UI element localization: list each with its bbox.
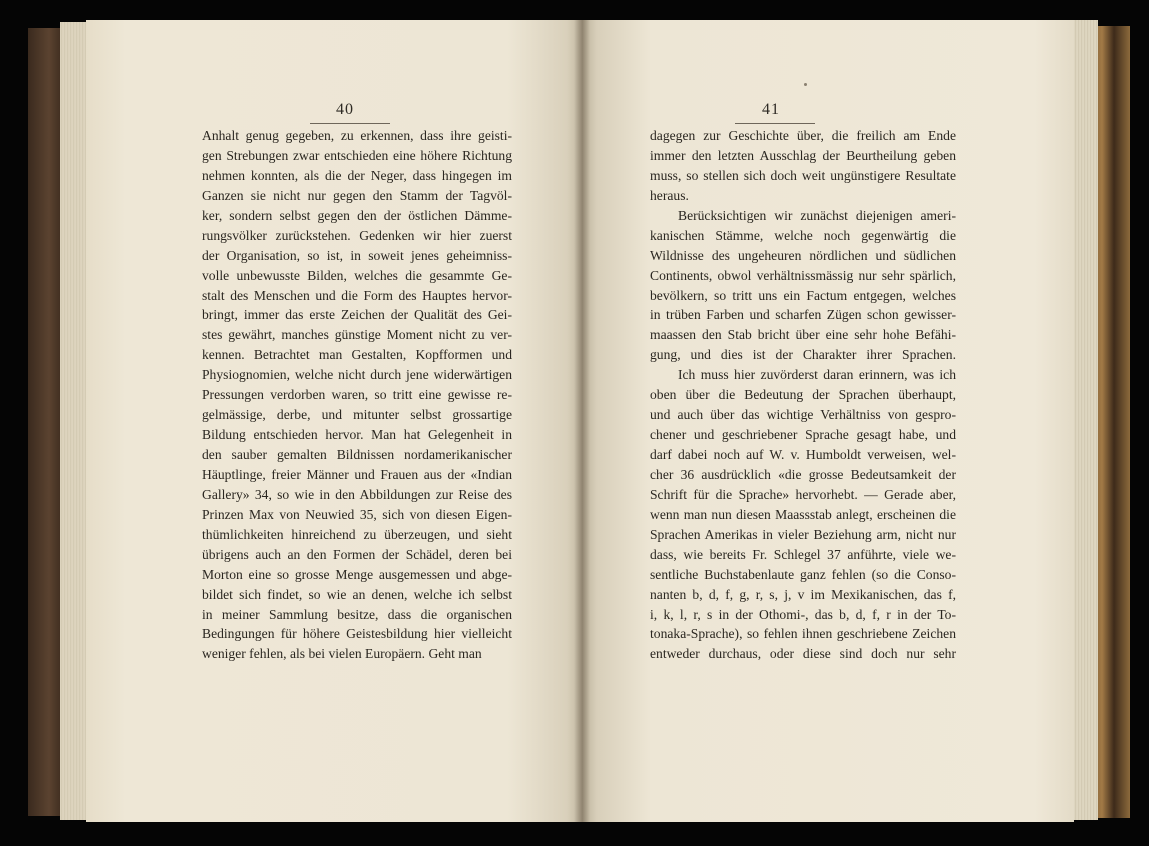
text-line: Pressungen verdorben waren, so tritt eine gewisse re- xyxy=(202,387,512,403)
left-page-text xyxy=(202,126,512,664)
text-line: Wildnisse des ungeheuren nördlichen und südlichen xyxy=(650,247,956,263)
text-line: der Organisation, so ist, in soweit jenes geheimniss- xyxy=(202,247,512,263)
text-line: stalt des Menschen und die Form des Hauptes hervor- xyxy=(202,287,512,303)
text-line: i, k, l, r, s in der Othomi-, das b, d, f, r in der To- xyxy=(650,606,956,622)
text-line: chener und geschriebener Sprache gesagt habe, und xyxy=(650,427,956,443)
text-line: Schrift für die Sprache» hervorhebt. — Gerade aber, xyxy=(650,486,956,502)
text-line: Gallery» 34, so wie in den Abbildungen zur Reise des xyxy=(202,486,512,502)
text-line: nehmen konnten, als die der Neger, dass hingegen im xyxy=(202,167,512,183)
text-line: dass, wie bereits Fr. Schlegel 37 anführte, viele we- xyxy=(650,546,956,562)
text-line: ker, sondern selbst gegen den der östlichen Dämme- xyxy=(202,207,512,223)
text-line: in trüben Farben und scharfen Zügen schon gewisser- xyxy=(650,307,956,323)
left-page-number-rule xyxy=(310,123,390,124)
book-gutter xyxy=(574,20,590,822)
text-line: weniger fehlen, als bei vielen Europäern. Geht man xyxy=(202,646,482,662)
text-line: kanischen Stämme, welche noch gegenwärtig die xyxy=(650,227,956,243)
text-line: Morton eine so grosse Menge ausgemessen und abge- xyxy=(202,566,512,582)
text-line: oben über die Bedeutung der Sprachen überhaupt, xyxy=(650,387,956,403)
text-line: tonaka-Sprache), so fehlen ihnen geschriebene Zeichen xyxy=(650,626,956,642)
text-line: gen Strebungen zwar entschieden eine höhere Richtung xyxy=(202,147,512,163)
text-line: cher 36 ausdrücklich «die grosse Bedeutsamkeit der xyxy=(650,466,956,482)
text-line: rungsvölker zurückstehen. Gedenken wir hier zuerst xyxy=(202,227,512,243)
text-line: dagegen zur Geschichte über, die freilich am Ende xyxy=(650,128,956,143)
text-line: bringt, immer das erste Zeichen der Qualität des Gei- xyxy=(202,307,512,323)
text-line: übrigens auch an den Formen der Schädel, deren bei xyxy=(202,546,512,562)
text-line: Sprachen Amerikas in vieler Beziehung arm, nicht nur xyxy=(650,526,956,542)
text-line: wenn man nun diesen Maassstab anlegt, erscheinen die xyxy=(650,506,956,522)
text-line: bevölkern, so tritt uns ein Factum entgegen, welches xyxy=(650,287,956,303)
text-line: darf dabei noch auf W. v. Humboldt verweisen, wel- xyxy=(650,447,956,462)
text-line: heraus. xyxy=(650,187,689,203)
text-line: muss, so stellen sich doch weit ungünstigere Resultate xyxy=(650,167,956,183)
text-line: und auch über das wichtige Verhältniss von gespro- xyxy=(650,407,956,423)
paper-speck xyxy=(804,83,807,86)
text-line: gung, und dies ist der Charakter ihrer Sprachen. xyxy=(650,347,956,363)
text-line: den sauber gemalten Bildnissen nordamerikanischer xyxy=(202,447,512,462)
text-line: Ganzen sie nicht nur gegen den Stamm der Tagvöl- xyxy=(202,187,512,203)
text-line: maassen den Stab bricht über eine sehr hohe Befähi- xyxy=(650,327,956,343)
text-line: Häuptlinge, freier Männer und Frauen aus der «Indian xyxy=(202,466,512,482)
right-page-number: 41 xyxy=(762,101,780,118)
text-line: nanten b, d, f, g, r, s, j, v im Mexikanischen, das f, xyxy=(650,586,956,602)
text-line: thümlichkeiten hinreichend zu überzeugen, und sieht xyxy=(202,526,512,542)
text-line: entweder durchaus, oder diese sind doch nur sehr xyxy=(650,646,956,662)
text-line: Physiognomien, welche nicht durch jene widerwärtigen xyxy=(202,367,512,383)
left-page-number: 40 xyxy=(336,101,354,118)
right-page-number-rule xyxy=(735,123,815,124)
right-page-text xyxy=(650,126,956,664)
text-line: gelmässige, derbe, und mitunter selbst grossartige xyxy=(202,407,512,423)
text-line: Bildung entschieden hervor. Man hat Gelegenheit in xyxy=(202,427,512,443)
text-line: Ich muss hier zuvörderst daran erinnern, was ich xyxy=(678,367,956,383)
text-line: stes gewährt, manches günstige Moment nicht zu ver- xyxy=(202,327,512,343)
text-line: in meiner Sammlung besitze, dass die organischen xyxy=(202,606,512,622)
text-line: Anhalt genug gegeben, zu erkennen, dass ihre geisti- xyxy=(202,128,512,143)
text-line: kennen. Betrachtet man Gestalten, Kopfformen und xyxy=(202,347,512,363)
text-line: Prinzen Max von Neuwied 35, sich von diesen Eigen- xyxy=(202,506,512,522)
text-line: sentliche Buchstabenlaute ganz fehlen (so die Conso- xyxy=(650,566,956,582)
text-line: immer den letzten Ausschlag der Beurtheilung geben xyxy=(650,147,956,163)
text-line: Berücksichtigen wir zunächst diejenigen ameri- xyxy=(678,207,956,223)
text-line: Continents, obwol verhältnissmässig nur sehr spärlich, xyxy=(650,267,956,283)
text-line: volle unbewusste Bilden, welches die gesammte Ge- xyxy=(202,267,512,283)
text-line: bildet sich findet, so wie an denen, welche ich selbst xyxy=(202,586,512,602)
text-line: Bedingungen für höhere Geistesbildung hier vielleicht xyxy=(202,626,512,642)
